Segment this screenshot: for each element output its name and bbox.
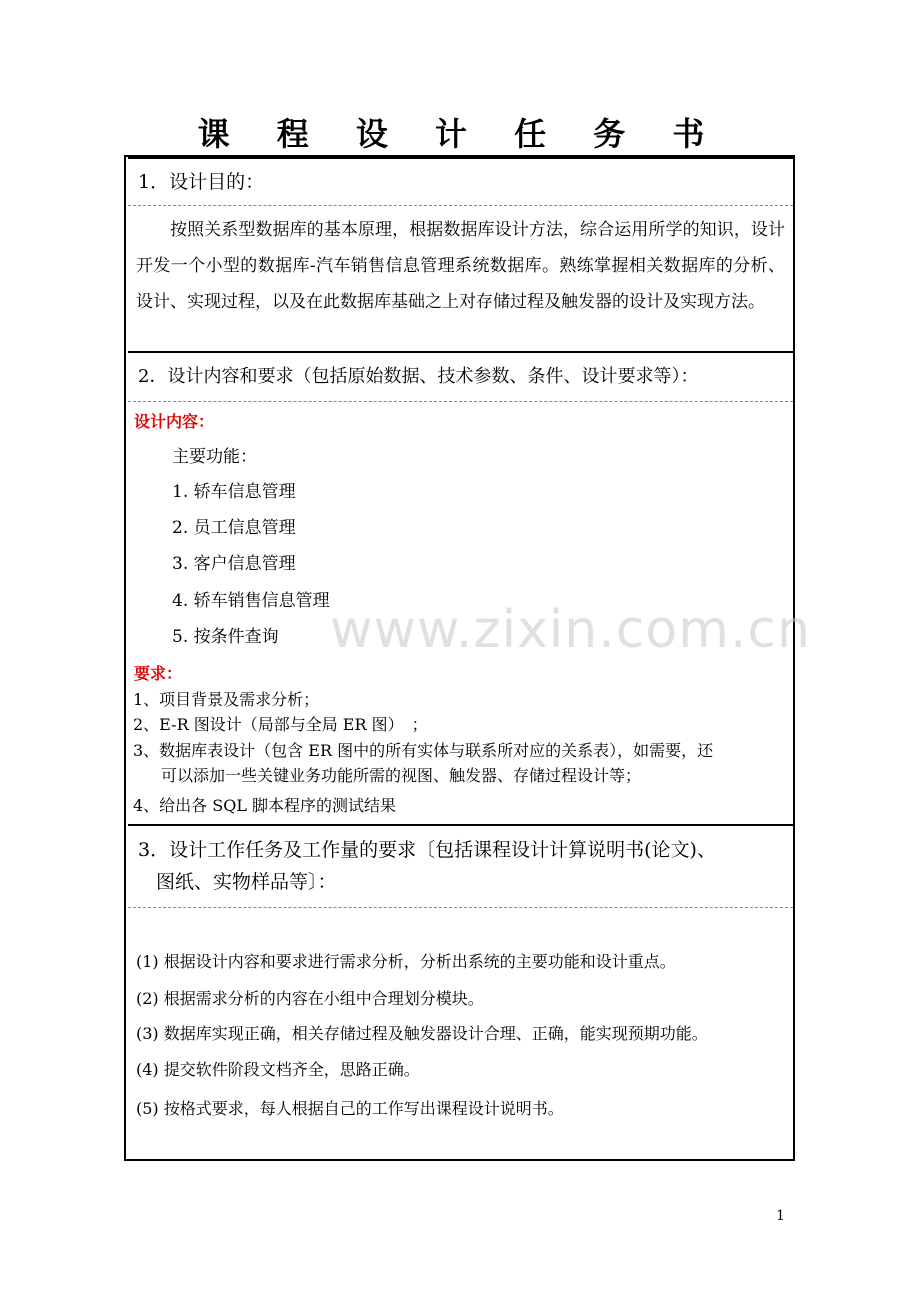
requirement-item: 2、E-R 图设计（局部与全局 ER 图） ；	[133, 715, 428, 734]
watermark: www.zixin.com.cn	[330, 600, 811, 660]
main-features-label: 主要功能：	[172, 447, 257, 467]
design-content-label: 设计内容：	[134, 412, 215, 431]
document-title: 课 程 设 计 任 务 书	[197, 115, 723, 153]
section1-paragraph: 按照关系型数据库的基本原理，根据数据库设计方法，综合运用所学的知识，设计开发一个小型的数据库-汽车销售信息管理系统数据库。熟练掌握相关数据库的分析、设计、实现过程，以及在此数据库基础之上对存储过程及触发器的设计及实现方法。	[136, 220, 785, 312]
section2-heading: 2．设计内容和要求（包括原始数据、技术参数、条件、设计要求等）：	[128, 353, 793, 402]
feature-item: 2. 员工信息管理	[172, 518, 296, 538]
task-item: (2) 根据需求分析的内容在小组中合理划分模块。	[136, 989, 484, 1008]
task-item: (4) 提交软件阶段文档齐全，思路正确。	[136, 1060, 420, 1079]
feature-item: 3. 客户信息管理	[172, 554, 296, 574]
feature-item: 4. 轿车销售信息管理	[172, 591, 330, 611]
section3-heading	[128, 826, 793, 908]
section-design-purpose	[128, 157, 793, 352]
section3-heading-line2: 图纸、实物样品等〕：	[156, 871, 337, 893]
feature-item: 5. 按条件查询	[172, 627, 279, 647]
feature-item: 1. 轿车信息管理	[172, 482, 296, 502]
requirements-label: 要求：	[134, 664, 183, 683]
section1-heading: 1．设计目的：	[128, 159, 793, 206]
task-item: (5) 按格式要求，每人根据自己的工作写出课程设计说明书。	[136, 1099, 564, 1118]
task-item: (3) 数据库实现正确，相关存储过程及触发器设计合理、正确，能实现预期功能。	[136, 1024, 708, 1043]
task-item: (1) 根据设计内容和要求进行需求分析，分析出系统的主要功能和设计重点。	[136, 952, 676, 971]
requirement-item: 4、给出各 SQL 脚本程序的测试结果	[133, 796, 397, 815]
section3-heading-line1: 3．设计工作任务及工作量的要求〔包括课程设计计算说明书(论文)、	[138, 839, 716, 861]
requirement-item: 3、数据库表设计（包含 ER 图中的所有实体与联系所对应的关系表），如需要，还	[133, 741, 714, 760]
requirement-item: 1、项目背景及需求分析；	[133, 690, 320, 709]
page-number: 1	[776, 1208, 785, 1224]
requirement-item-continuation: 可以添加一些关键业务功能所需的视图、触发器、存储过程设计等；	[161, 766, 642, 785]
